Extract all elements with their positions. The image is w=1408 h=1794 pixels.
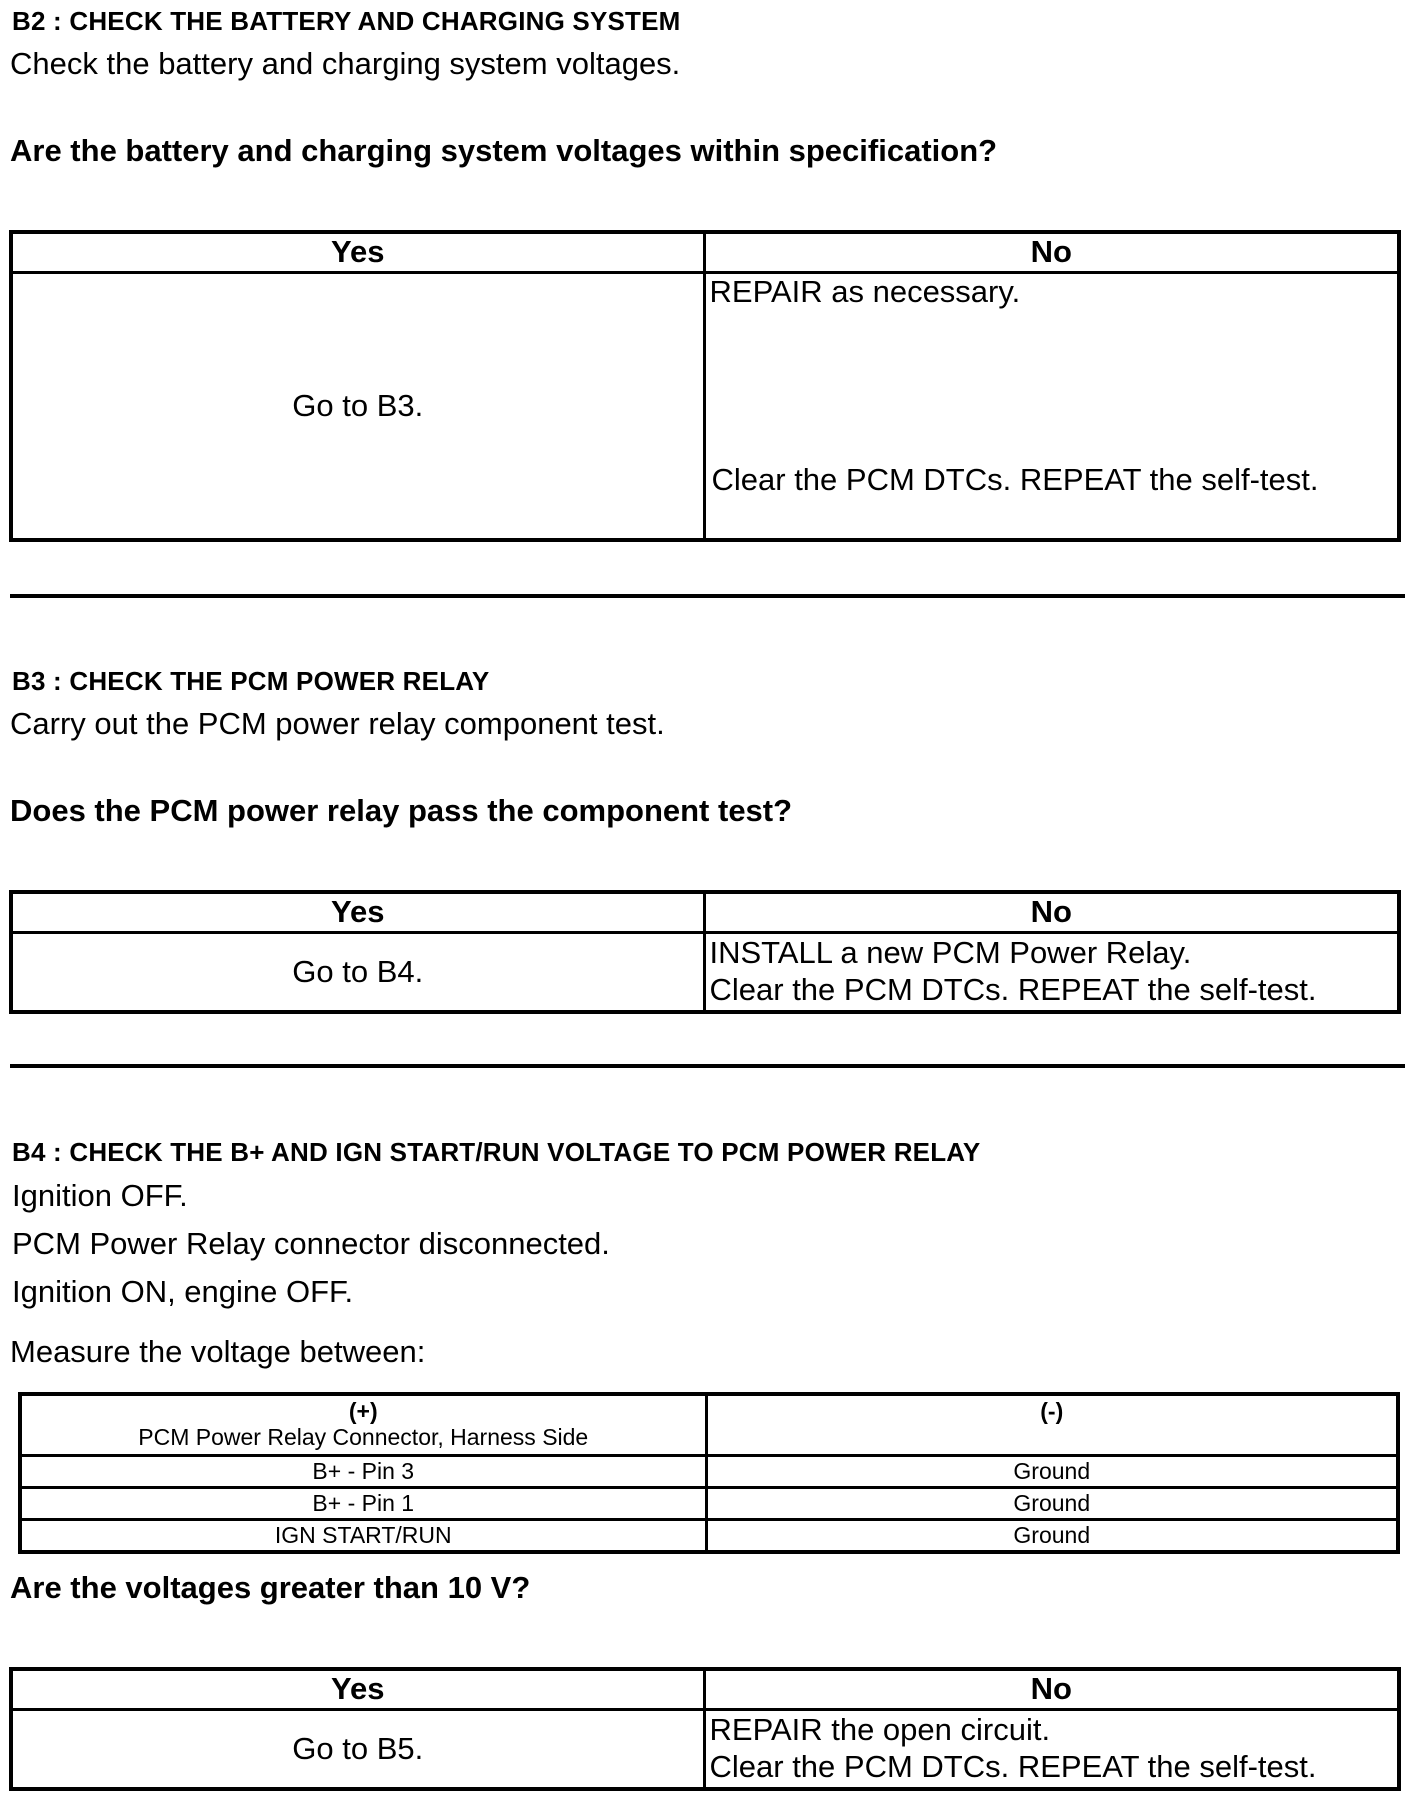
b2-yes-no-table xyxy=(9,230,1401,542)
b3-question: Does the PCM power relay pass the component test? xyxy=(10,793,793,828)
b2-yes-text: Go to B3. xyxy=(292,387,424,423)
b4-no-header: No xyxy=(704,1669,1399,1709)
b3-no-cell xyxy=(704,932,1399,1012)
b4-no-cell xyxy=(704,1709,1399,1789)
measure-minus-header-cell xyxy=(706,1394,1398,1455)
b3-yes-header: Yes xyxy=(11,892,704,932)
b4-yes-text: Go to B5. xyxy=(292,1730,424,1766)
b4-instruction-1: Ignition OFF. xyxy=(12,1178,188,1213)
b4-measure-table xyxy=(18,1392,1400,1554)
b4-yes-cell xyxy=(11,1709,704,1789)
b2-question: Are the battery and charging system voltages within specification? xyxy=(10,133,998,168)
b4-yes-no-table xyxy=(9,1667,1401,1791)
measure-plus-cell: B+ - Pin 1 xyxy=(20,1487,706,1519)
b2-no-header: No xyxy=(704,232,1399,272)
b4-yes-header: Yes xyxy=(11,1669,704,1709)
b3-no-header: No xyxy=(704,892,1399,932)
b2-yes-cell xyxy=(11,272,704,540)
b2-step-title: B2 : CHECK THE BATTERY AND CHARGING SYSTEM xyxy=(12,6,681,36)
measure-plus-cell: IGN START/RUN xyxy=(20,1519,706,1552)
measure-minus-cell: Ground xyxy=(706,1455,1398,1487)
b4-instruction-3: Ignition ON, engine OFF. xyxy=(12,1274,354,1309)
section-divider xyxy=(10,594,1405,598)
b3-yes-no-table xyxy=(9,890,1401,1014)
b3-instruction: Carry out the PCM power relay component test. xyxy=(10,706,665,741)
measure-minus-header: (-) xyxy=(1040,1398,1064,1424)
b4-step-title: B4 : CHECK THE B+ AND IGN START/RUN VOLTAGE TO PCM POWER RELAY xyxy=(12,1137,981,1167)
b4-instruction-2: PCM Power Relay connector disconnected. xyxy=(12,1226,610,1261)
b2-no-line2: Clear the PCM DTCs. REPEAT the self-test. xyxy=(711,461,1319,497)
b2-no-line1: REPAIR as necessary. xyxy=(709,273,1021,309)
b4-no-line1: REPAIR the open circuit. xyxy=(709,1711,1051,1747)
b4-instruction-4: Measure the voltage between: xyxy=(10,1334,426,1369)
measure-minus-cell: Ground xyxy=(706,1519,1398,1552)
table-row xyxy=(20,1519,1398,1552)
b3-yes-text: Go to B4. xyxy=(292,953,424,989)
table-row xyxy=(20,1455,1398,1487)
measure-plus-header: (+) xyxy=(348,1398,378,1424)
b2-no-cell xyxy=(704,272,1399,540)
b2-instruction: Check the battery and charging system voltages. xyxy=(10,46,681,81)
b3-yes-cell xyxy=(11,932,704,1012)
b2-yes-header: Yes xyxy=(11,232,704,272)
measure-plus-header-cell xyxy=(20,1394,706,1455)
b3-no-line1: INSTALL a new PCM Power Relay. xyxy=(709,934,1192,970)
measure-minus-cell: Ground xyxy=(706,1487,1398,1519)
b4-question: Are the voltages greater than 10 V? xyxy=(10,1570,531,1605)
table-row xyxy=(20,1487,1398,1519)
b3-step-title: B3 : CHECK THE PCM POWER RELAY xyxy=(12,666,490,696)
section-divider xyxy=(10,1064,1405,1068)
b4-no-line2: Clear the PCM DTCs. REPEAT the self-test. xyxy=(709,1748,1317,1784)
measure-plus-cell: B+ - Pin 3 xyxy=(20,1455,706,1487)
measure-plus-subheader: PCM Power Relay Connector, Harness Side xyxy=(138,1424,589,1450)
b3-no-line2: Clear the PCM DTCs. REPEAT the self-test. xyxy=(709,971,1317,1007)
